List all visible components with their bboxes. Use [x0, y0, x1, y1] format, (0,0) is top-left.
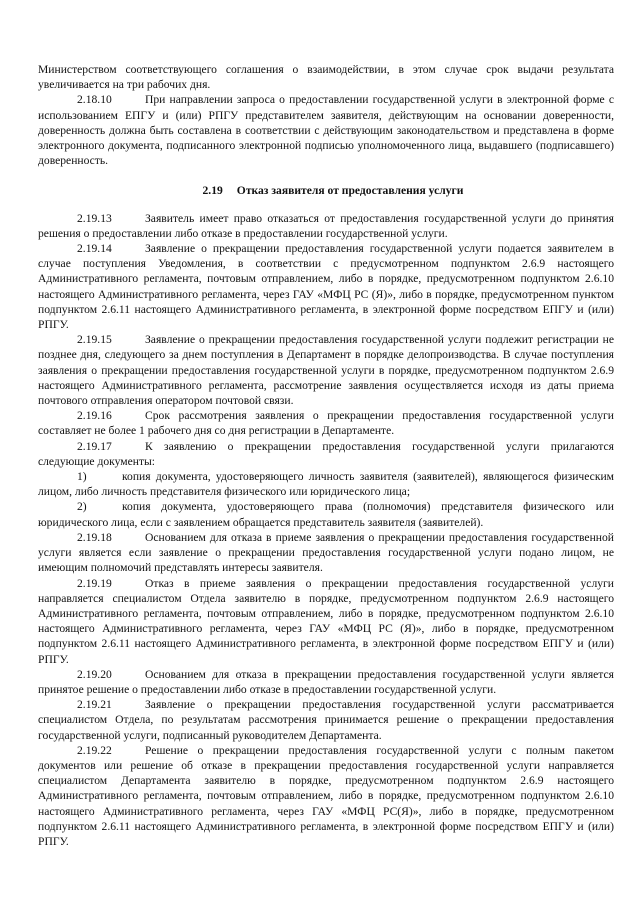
clause-text: Заявление о прекращении предоставления государственной услуги подлежит регистрации не позднее дня, следующего за днем поступления в Департамент в порядке делопроизводства. В случае поступления заявления о прекращении предоставления государственной услуги в порядке, предусмотренном подпунктом 2.6.9 настоящего Административного регламента, рассмотрение заявления осуществляется исходя из даты приема почтового отправления оператором почтовой связи. — [38, 333, 614, 408]
clause-text: К заявлению о прекращении предоставления государственной услуги прилагаются следующие документы: — [38, 439, 614, 468]
clause-number: 2.18.10 — [77, 93, 112, 107]
clause-text: Решение о прекращении предоставления государственной услуги с полным пакетом документов или решение об отказе в прекращении предоставления государственной услуги направляется специалистом Департамента заявителю в порядке, предусмотренном подпунктом 2.6.9 настоящего Административного регламента, почтовым отправлением, либо в порядке, предусмотренном подпунктом 2.6.10 настоящего Административного регламента, через ГАУ «МФЦ РС(Я)», либо в порядке, предусмотренном подпунктом 2.6.11 настоящего Административного регламента, в электронной форме посредством ЕПГУ и (или) РПГУ. — [38, 743, 614, 848]
clause-2-19-14 — [38, 241, 614, 332]
clause-text: Основанием для отказа в прекращении предоставления государственной услуги является принятое решение о предоставлении либо отказе в предоставлении государственной услуги. — [38, 667, 614, 696]
clause-number: 2.19.20 — [77, 667, 112, 681]
clause-number: 2.19.21 — [77, 698, 112, 712]
list-item-text: копия документа, удостоверяющего личность заявителя (заявителей), являющегося физическим лицом, либо личность представителя физического или юридического лица; — [38, 470, 614, 499]
clause-text: Основанием для отказа в приеме заявления о прекращении предоставления государственной услуги является если заявление о прекращении предоставления государственной услуги подано лицом, не имеющим полномочий представлять интересы заявителя. — [38, 530, 614, 575]
clause-text: Отказ в приеме заявления о прекращении предоставления государственной услуги направляется специалистом Отдела заявителю в порядке, предусмотренном подпунктом 2.6.9 настоящего Административного регламента, почтовым отправлением, либо в порядке, предусмотренном подпунктом 2.6.10 настоящего Административного регламента, через ГАУ «МФЦ РС (Я)», либо в порядке, предусмотренном подпунктом 2.6.11 настоящего Административного регламента, в электронной форме посредством ЕПГУ и (или) РПГУ. — [38, 576, 614, 666]
clause-number: 2.19.18 — [77, 530, 112, 544]
list-item-text: копия документа, удостоверяющего права (полномочия) представителя физического или юридического лица, если с заявлением обращается представитель заявителя (заявителей). — [38, 500, 614, 529]
clause-2-19-19 — [38, 576, 614, 667]
paragraph-continuation — [38, 62, 614, 92]
clause-text: При направлении запроса о предоставлении государственной услуги в электронной форме с использованием ЕПГУ и (или) РПГУ представителем заявителя, действующим на основании доверенности, доверенность должна быть составлена в соответствии с действующим законодательством и представлена в форме электронного документа, подписанного электронной подписью уполномоченного лица, выдавшего (подписавшего) доверенность. — [38, 93, 614, 168]
list-item-number: 1) — [77, 470, 87, 484]
clause-number: 2.19.13 — [77, 211, 112, 225]
list-item-number: 2) — [77, 500, 87, 514]
paragraph-2-18-10 — [38, 92, 614, 168]
list-item-2 — [38, 499, 614, 529]
clause-2-19-20 — [38, 667, 614, 697]
clause-2-19-18 — [38, 530, 614, 576]
document-page — [38, 62, 614, 849]
clause-number: 2.19.15 — [77, 333, 112, 347]
clause-text: Заявление о прекращении предоставления государственной услуги подается заявителем в случае поступления Уведомления, в соответствии с предусмотренном подпунктом 2.6.9 настоящего Административного регламента, почтовым отправлением, либо в порядке, предусмотренном подпунктом 2.6.10 настоящего Административного регламента, через ГАУ «МФЦ РС (Я)», либо в порядке, предусмотренном пунктом подпунктом 2.6.11 настоящего Административного регламента, в электронной форме посредством ЕПГУ и (или) РПГУ. — [38, 242, 614, 332]
clause-2-19-17 — [38, 439, 614, 469]
clause-number: 2.19.16 — [77, 409, 112, 423]
clause-text: Заявление о прекращении предоставления государственной услуги рассматривается специалистом Отдела, по результатам рассмотрения принимается решение о прекращении предоставления государственной услуги, подписанный руководителем Департамента. — [38, 698, 614, 742]
clause-number: 2.19.14 — [77, 242, 112, 256]
clause-2-19-15 — [38, 332, 614, 408]
paragraph-text: Министерством соответствующего соглашения о взаимодействии, в этом случае срок выдачи результата увеличивается на три рабочих дня. — [38, 63, 614, 92]
clause-2-19-22 — [38, 743, 614, 849]
clause-text: Срок рассмотрения заявления о прекращении предоставления государственной услуги составляет не более 1 рабочего дня со дня регистрации в Департаменте. — [38, 409, 614, 438]
section-heading — [38, 183, 614, 198]
clause-number: 2.19.17 — [77, 439, 112, 453]
section-number: 2.19 — [202, 184, 223, 198]
clause-2-19-13 — [38, 211, 614, 241]
clause-number: 2.19.19 — [77, 576, 112, 590]
clause-number: 2.19.22 — [77, 743, 112, 757]
section-title: Отказ заявителя от предоставления услуги — [236, 184, 464, 198]
clause-2-19-16 — [38, 408, 614, 438]
clause-text: Заявитель имеет право отказаться от предоставления государственной услуги до принятия решения о предоставлении либо отказе в предоставлении государственной услуги. — [38, 211, 614, 240]
clause-2-19-21 — [38, 697, 614, 743]
list-item-1 — [38, 469, 614, 499]
